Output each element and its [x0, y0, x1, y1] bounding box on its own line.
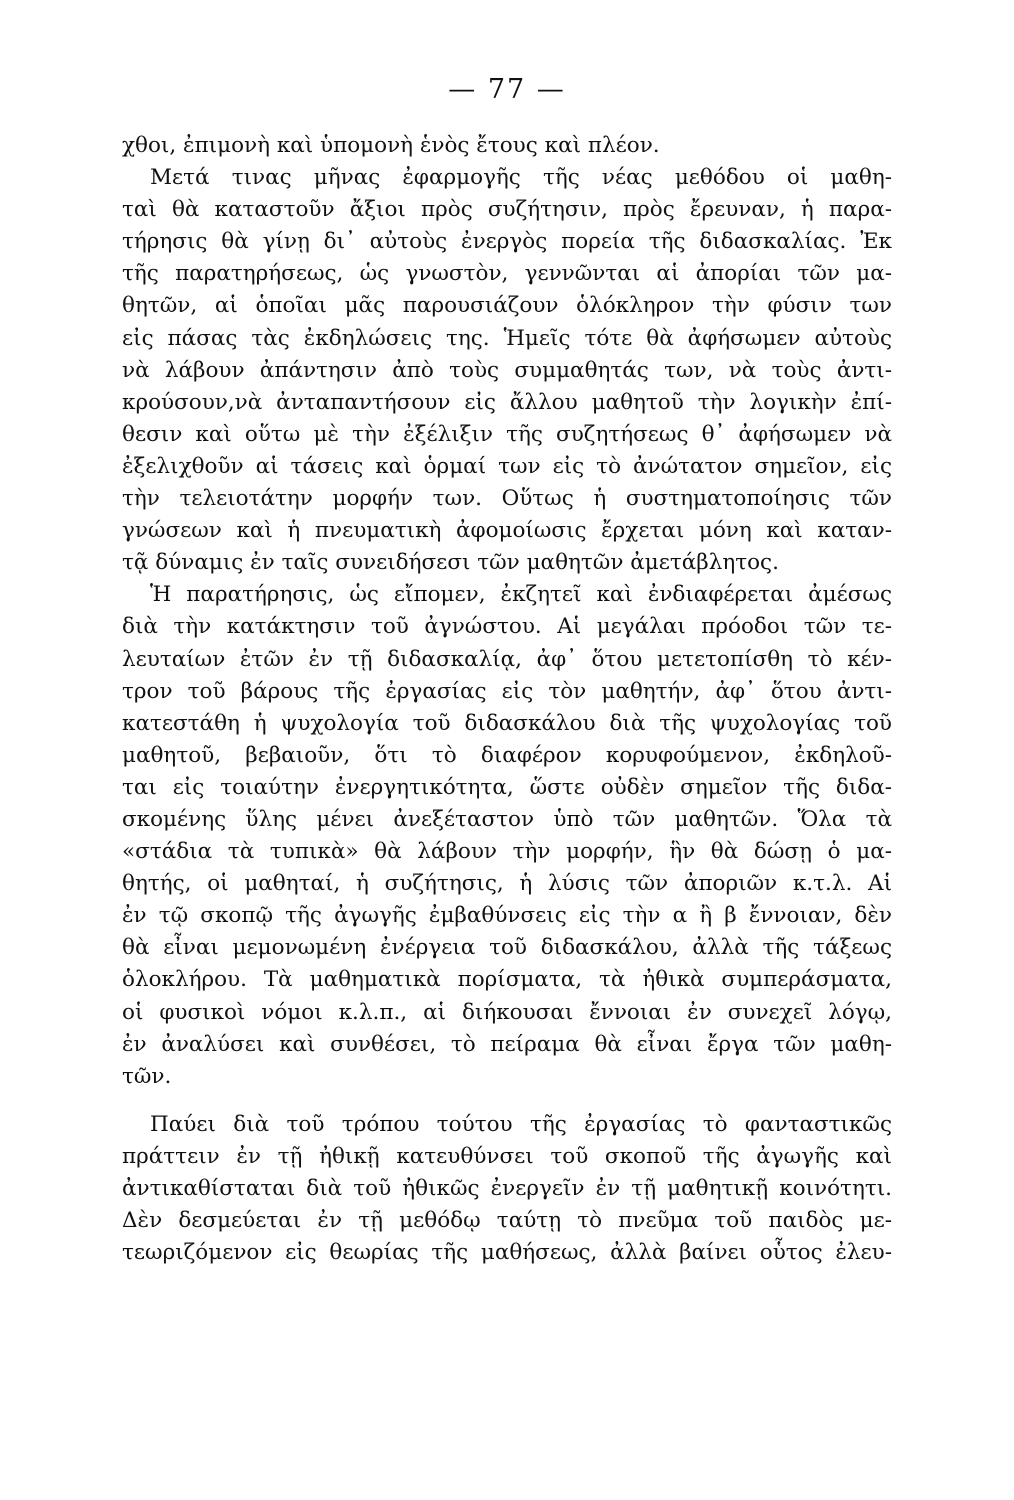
text-line: ἀντικαθίσταται διὰ τοῦ ἠθικῶς ἐνεργεῖν ἐν τῇ μαθητικῇ κοινότητι.: [122, 1176, 892, 1201]
text-line: τεωριζόμενον εἰς θεωρίας τῆς μαθήσεως, ἀλλὰ βαίνει οὗτος ἐλευ-: [122, 1240, 892, 1266]
text-line: οἱ φυσικοὶ νόμοι κ.λ.π., αἱ διήκουσαι ἔννοιαι ἐν συνεχεῖ λόγῳ,: [122, 999, 892, 1025]
text-line: κρούσουν,νὰ ἀνταπαντήσουν εἰς ἄλλου μαθητοῦ τὴν λογικὴν ἐπί-: [122, 389, 892, 415]
text-line: ἐξελιχθοῦν αἱ τάσεις καὶ ὁρμαί των εἰς τὸ ἀνώτατον σημεῖον, εἰς: [122, 453, 892, 479]
text-line: εἰς πάσας τὰς ἐκδηλώσεις της. Ἡμεῖς τότε θὰ ἀφήσωμεν αὐτοὺς: [122, 325, 892, 351]
paragraph-gap: [122, 1093, 892, 1109]
paragraph-2: [122, 162, 892, 579]
text-line: κατεστάθη ἡ ψυχολογία τοῦ διδασκάλου διὰ τῆς ψυχολογίας τοῦ: [122, 710, 892, 736]
text-line: τὴν τελειοτάτην μορφήν των. Οὕτως ἡ συστηματοποίησις τῶν: [122, 486, 892, 512]
text-line: Ἡ παρατήρησις, ὡς εἴπομεν, ἐκζητεῖ καὶ ἐνδιαφέρεται ἀμέσως: [150, 582, 892, 608]
text-line: ται εἰς τοιαύτην ἐνεργητικότητα, ὥστε οὐδὲν σημεῖον τῆς διδα-: [122, 774, 892, 800]
page-number: — 77 —: [448, 74, 566, 105]
text-line: λευταίων ἐτῶν ἐν τῇ διδασκαλίᾳ, ἀφ᾽ ὅτου μετετοπίσθη τὸ κέν-: [122, 646, 892, 672]
paragraph-3: [122, 579, 892, 1093]
text-line: ὁλοκλήρου. Τὰ μαθηματικὰ πορίσματα, τὰ ἠθικὰ συμπεράσματα,: [122, 967, 892, 993]
text-line: θητῶν, αἱ ὁποῖαι μᾶς παρουσιάζουν ὁλόκληρον τὴν φύσιν των: [122, 293, 892, 319]
text-line: θητής, οἱ μαθηταί, ἡ συζήτησις, ἡ λύσις τῶν ἀποριῶν κ.τ.λ. Αἱ: [122, 871, 892, 897]
paragraph-1: [122, 130, 892, 162]
book-page: [122, 70, 892, 1269]
text-line: τήρησις θὰ γίνῃ δι᾽ αὐτοὺς ἐνεργὸς πορεία τῆς διδασκαλίας. Ἐκ: [122, 229, 892, 255]
text-line: μαθητοῦ, βεβαιοῦν, ὅτι τὸ διαφέρον κορυφούμενον, ἐκδηλοῦ-: [122, 742, 892, 768]
text-line: νὰ λάβουν ἀπάντησιν ἀπὸ τοὺς συμμαθητάς των, νὰ τοὺς ἀντι-: [122, 357, 892, 383]
text-line: ἐν ἀναλύσει καὶ συνθέσει, τὸ πείραμα θὰ εἶναι ἔργα τῶν μαθη-: [122, 1031, 892, 1057]
text-line: σκομένης ὕλης μένει ἀνεξέταστον ὑπὸ τῶν μαθητῶν. Ὅλα τὰ: [122, 806, 892, 832]
text-line: «στάδια τὰ τυπικὰ» θὰ λάβουν τὴν μορφήν, ἣν θὰ δώσῃ ὁ μα-: [122, 839, 892, 865]
paragraph-4: [122, 1109, 892, 1269]
text-line: διὰ τὴν κατάκτησιν τοῦ ἀγνώστου. Αἱ μεγάλαι πρόοδοι τῶν τε-: [122, 614, 892, 640]
text-line: τᾷ δύναμις ἐν ταῖς συνειδήσεσι τῶν μαθητῶν ἀμετάβλητος.: [122, 550, 779, 576]
text-line: τῶν.: [122, 1063, 172, 1089]
text-line: τρον τοῦ βάρους τῆς ἐργασίας εἰς τὸν μαθητήν, ἀφ᾽ ὅτου ἀντι-: [122, 678, 892, 704]
text-line: θεσιν καὶ οὕτω μὲ τὴν ἐξέλιξιν τῆς συζητήσεως θ᾽ ἀφήσωμεν νὰ: [122, 421, 892, 447]
text-line: χθοι, ἐπιμονὴ καὶ ὑπομονὴ ἑνὸς ἔτους καὶ πλέον.: [122, 133, 660, 158]
text-line: πράττειν ἐν τῇ ἠθικῇ κατευθύνσει τοῦ σκοποῦ τῆς ἀγωγῆς καὶ: [122, 1143, 892, 1169]
text-line: τῆς παρατηρήσεως, ὡς γνωστὸν, γεννῶνται αἱ ἀπορίαι τῶν μα-: [122, 261, 892, 287]
text-line: Παύει διὰ τοῦ τρόπου τούτου τῆς ἐργασίας τὸ φανταστικῶς: [150, 1111, 892, 1137]
text-line: ταὶ θὰ καταστοῦν ἄξιοι πρὸς συζήτησιν, πρὸς ἔρευναν, ἡ παρα-: [122, 197, 892, 223]
text-line: θὰ εἶναι μεμονωμένη ἐνέργεια τοῦ διδασκάλου, ἀλλὰ τῆς τάξεως: [122, 935, 892, 961]
text-line: Δὲν δεσμεύεται ἐν τῇ μεθόδῳ ταύτῃ τὸ πνεῦμα τοῦ παιδὸς με-: [122, 1208, 892, 1234]
text-line: ἐν τῷ σκοπῷ τῆς ἀγωγῆς ἐμβαθύνσεις εἰς τὴν α ἢ β ἔννοιαν, δὲν: [122, 903, 892, 929]
text-line: Μετά τινας μῆνας ἐφαρμογῆς τῆς νέας μεθόδου οἱ μαθη-: [150, 165, 892, 191]
text-line: γνώσεων καὶ ἡ πνευματικὴ ἀφομοίωσις ἔρχεται μόνη καὶ καταν-: [122, 518, 892, 544]
